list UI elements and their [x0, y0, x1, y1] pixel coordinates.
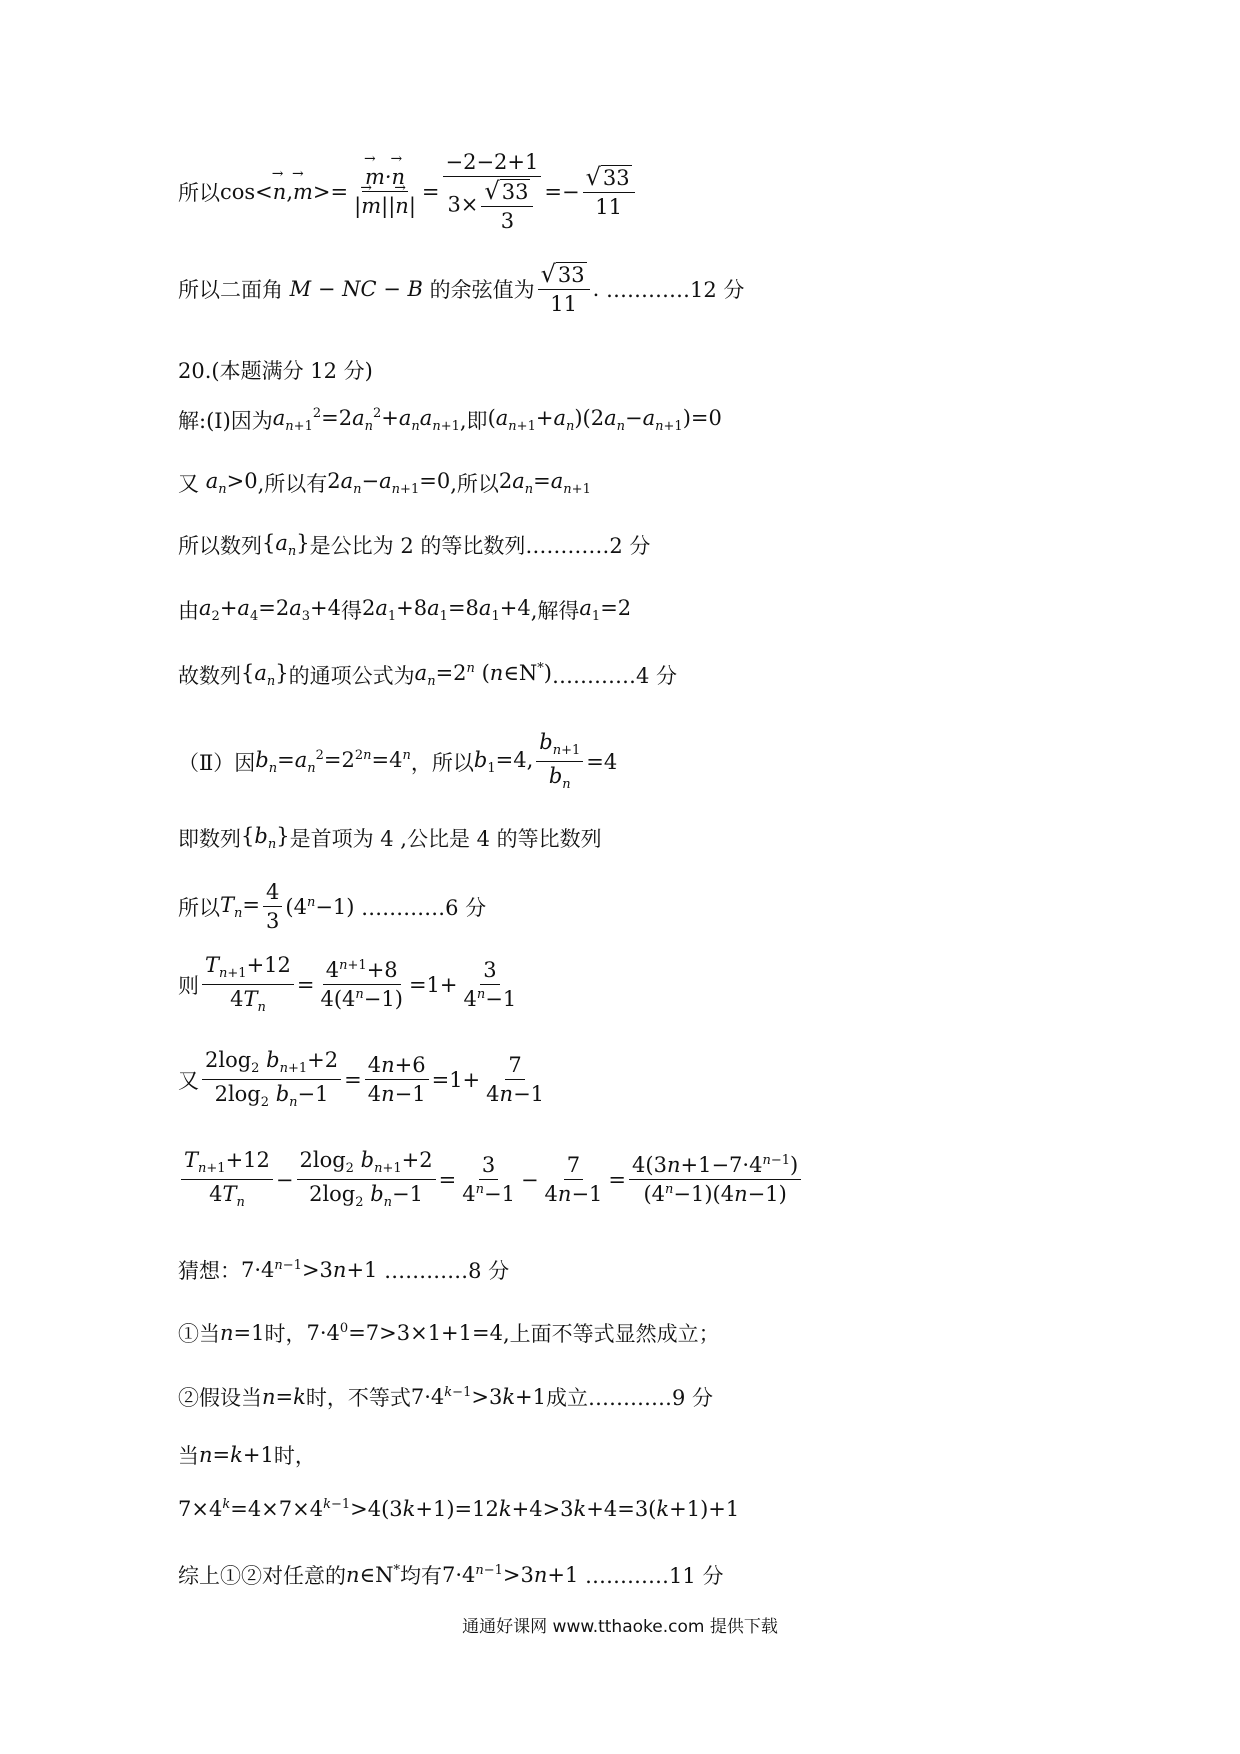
score-marker: …………12 分	[606, 278, 745, 303]
line-prefix: 故数列	[178, 664, 241, 688]
line-text: 是公比为 2 的等比数列…………2 分	[309, 534, 651, 558]
induction-hypothesis-line	[178, 1382, 713, 1412]
line-prefix: 又	[178, 472, 199, 496]
formula: n=k+1	[199, 1443, 274, 1467]
solution-line-6: （Ⅱ）因 $b_n=a_n^2=2^{2n}=4^n$ ，所以 $b_1=4$, $\frac{b_{n+1}}{b_n}$ =4	[178, 730, 618, 793]
fraction: → $\frac{m\cdot\to n}{|\to m||\to n|}$	[351, 165, 419, 218]
fraction: $\frac{4^{n+1}+8}{4(4^n-1)}$	[320, 957, 403, 1012]
solution-line-4	[178, 595, 631, 625]
formula: $\{b_n\}$	[241, 823, 290, 853]
formula: $a_1=2$	[579, 595, 632, 625]
score-marker: …………6 分	[361, 895, 487, 920]
formula: $7\cdot 4^0=7>3\times 1+1=4$	[306, 1321, 503, 1345]
line-text: 时，	[273, 1444, 316, 1468]
line-prefix: 所以	[178, 895, 220, 920]
line-prefix: 则	[178, 973, 199, 998]
solution-line-2	[178, 468, 591, 498]
formula: $a_{n+1}^2=2a_n^2+a_na_{n+1}$	[272, 405, 460, 435]
solution-line-8	[178, 880, 486, 933]
fraction: $\frac{2\log_2 b_{n+1}+2}{2\log_2 b_n-1}$	[202, 1048, 341, 1111]
line-prefix: 综上①②对任意的	[178, 1564, 346, 1588]
formula: n∈N*	[346, 1563, 400, 1587]
heading-text: 20.(本题满分 12 分)	[178, 359, 373, 383]
formula: $7\cdot 4^{n-1}>3n+1$	[241, 1258, 385, 1282]
line-text: ,即	[459, 409, 488, 433]
fraction: $\frac{7}{4n-1}$	[544, 1152, 603, 1207]
formula: $7\cdot 4^{n-1}>3n+1$	[441, 1563, 586, 1587]
formula: $(4^n-1)$	[285, 894, 362, 919]
line-text: 的余弦值为	[429, 278, 535, 303]
fraction: $\frac{3}{4^n-1}$	[463, 957, 517, 1012]
formula: $T_n=$	[220, 892, 260, 921]
line-prefix: 所以二面角	[178, 278, 283, 303]
fraction: $\frac{b_{n+1}}{b_n}$	[536, 730, 583, 793]
fraction: √ 33 11	[538, 262, 590, 316]
solution-line-10: 又 $\frac{2\log_2 b_{n+1}+2}{2\log_2 b_n-1}$ = $\frac{4n+6}{4n-1}$ =1+ $\frac{7}{4n-1}$	[178, 1048, 550, 1111]
solution-line-7	[178, 823, 602, 853]
fraction: $\frac{T_{n+1}+12}{4T_n}$	[202, 953, 294, 1016]
page-footer: 通通好课网 www.tthaoke.com 提供下载	[462, 1617, 778, 1637]
line-prefix: 又	[178, 1068, 199, 1093]
fraction: $\frac{T_{n+1}+12}{4T_n}$	[181, 1148, 273, 1211]
formula: $b_1=4$,	[473, 747, 534, 776]
solution-line-3	[178, 530, 650, 560]
formula: $a_n=2^n$ (n∈N*)	[414, 660, 552, 690]
line-prefix: ①当	[178, 1322, 220, 1346]
question-heading	[178, 355, 373, 385]
fraction: $\frac{4(3n+1-7\cdot 4^{n-1})}{(4^n-1)(4n-1)}$	[629, 1153, 801, 1206]
line-prefix: ②假设当	[178, 1386, 262, 1410]
line-prefix: 由	[178, 599, 199, 623]
formula: $2a_1+8a_1=8a_1+4$	[361, 595, 531, 625]
score-marker: …………11 分	[585, 1564, 724, 1588]
dihedral-angle-line: 所以二面角 M − NC − B 的余弦值为 √ 33 11 . …………12 分	[178, 260, 745, 317]
line-text: 均有	[399, 1564, 442, 1588]
fraction: $\frac{4n+6}{4n-1}$	[365, 1053, 429, 1106]
line-text: ,所以有	[257, 472, 328, 496]
line-text: 时，不等式	[305, 1386, 411, 1410]
solution-line-5	[178, 660, 677, 690]
line-text: ,解得	[530, 599, 580, 623]
solution-line-9: 则 $\frac{T_{n+1}+12}{4T_n}$ = $\frac{4^{n+1}+8}{4(4^n-1)}$ =1+ $\frac{3}{4^n-1}$	[178, 953, 522, 1016]
score-marker: …………4 分	[551, 664, 677, 688]
formula: M − NC − B	[283, 277, 430, 302]
line-text: 时，	[264, 1322, 307, 1346]
line-text: ,所以	[450, 472, 499, 496]
conclusion-line	[178, 1560, 723, 1590]
formula: $(a_{n+1}+a_n)(2a_n-a_{n+1})=0$	[487, 405, 722, 435]
formula: $\{a_n\}$	[262, 530, 310, 560]
formula: n=k	[262, 1385, 306, 1409]
cosine-formula-line: 所以 cos<→ n,→ m>= → $\frac{m\cdot\to n}{|\to m||\to n|}$ = −2−2+1 3× √ 33 3 =− √ 33 11	[178, 150, 638, 233]
formula: n	[220, 1321, 234, 1345]
line-text: 是首项为 4 ,公比是 4 的等比数列	[289, 827, 602, 851]
formula: =1	[233, 1321, 265, 1345]
line-text: 成立…………9 分	[546, 1386, 714, 1410]
fraction: −2−2+1 3× √ 33 3	[443, 150, 542, 233]
line-prefix: 当	[178, 1444, 199, 1468]
line-prefix: 猜想：	[178, 1259, 241, 1283]
line-text: 得	[340, 599, 362, 623]
formula: $a_n>0$	[205, 468, 258, 498]
line-prefix: 所以	[178, 180, 220, 205]
line-prefix: 解:(Ⅰ)因为	[178, 409, 273, 433]
solution-line-1	[178, 405, 722, 435]
induction-derivation-line	[178, 1497, 739, 1521]
fraction: √ 33 11	[583, 165, 635, 219]
line-prefix: （Ⅱ）因	[178, 750, 256, 775]
fraction: $\frac{3}{4^n-1}$	[462, 1152, 515, 1207]
line-text: ，所以	[410, 750, 474, 775]
line-prefix: 所以数列	[178, 534, 262, 558]
formula: $2a_n-a_{n+1}=0$	[327, 468, 451, 498]
line-prefix: 即数列	[178, 827, 241, 851]
fraction: $\frac{7}{4n-1}$	[486, 1052, 545, 1107]
formula: $7\times 4^k=4\times 7\times 4^{k-1}>4(3k+1)=12k+4>3k+4=3(k+1)+1$	[178, 1497, 740, 1521]
line-text: ,上面不等式显然成立；	[502, 1322, 720, 1346]
induction-step-line	[178, 1440, 316, 1470]
induction-base-line	[178, 1318, 720, 1348]
fraction: $\frac{2\log_2 b_{n+1}+2}{2\log_2 b_n-1}$	[297, 1148, 436, 1211]
formula: $7\cdot 4^{k-1}>3k+1$	[410, 1385, 547, 1409]
solution-line-11: $\frac{T_{n+1}+12}{4T_n}$ − $\frac{2\log_2 b_{n+1}+2}{2\log_2 b_n-1}$ = $\frac{3}{4^n-1}$ − $\frac{7}{4n-1}$ = $\frac{4(3n+1-7\cdot 4^{n-1})}{(4^n-1)(4n-1)}$	[178, 1148, 804, 1211]
formula: $\{a_n\}$	[241, 660, 289, 690]
score-marker: …………8 分	[384, 1259, 510, 1283]
formula: $2a_n=a_{n+1}$	[498, 468, 591, 498]
line-text: 的通项公式为	[288, 664, 415, 688]
formula: $b_n=a_n^2=2^{2n}=4^n$	[255, 747, 411, 776]
formula: $a_2+a_4=2a_3+4$	[199, 595, 341, 625]
conjecture-line	[178, 1255, 509, 1285]
formula: cos<→ n,→ m>=	[220, 180, 348, 204]
fraction: $\frac{4}{3}$	[263, 880, 282, 933]
